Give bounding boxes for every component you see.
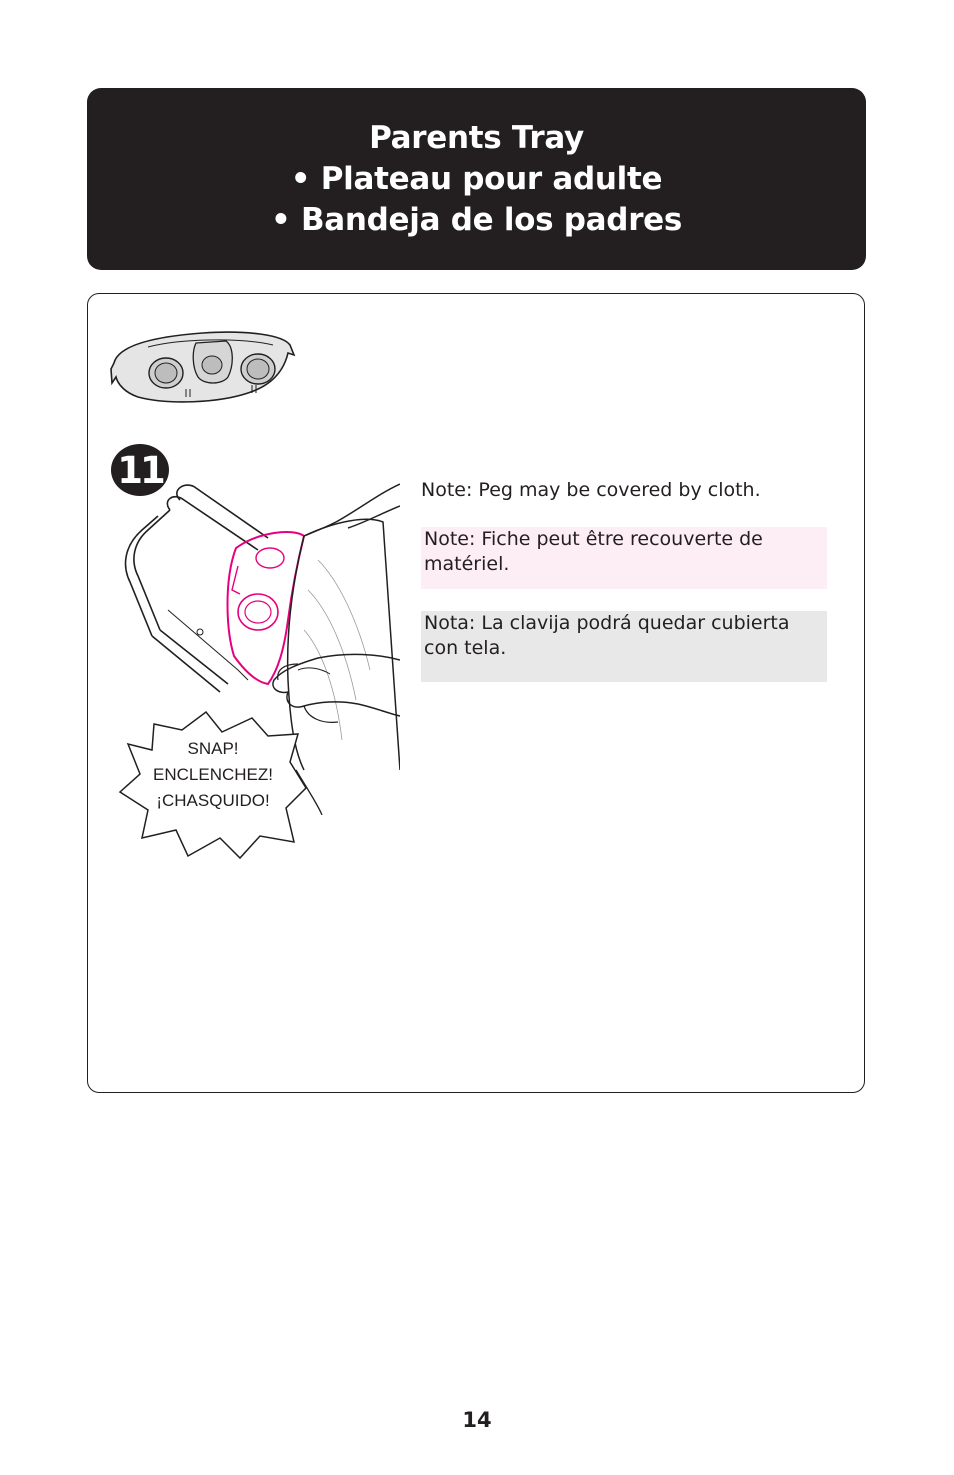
title-spanish: • Bandeja de los padres [270, 201, 683, 238]
snap-callout-text [118, 736, 308, 814]
callout-english: SNAP! [187, 739, 239, 758]
callout-french: ENCLENCHEZ! [153, 765, 273, 784]
note-spanish: Nota: La clavija podrá quedar cubierta con tela. [421, 611, 827, 682]
page-number: 14 [462, 1408, 492, 1432]
note-english: Note: Peg may be covered by cloth. [421, 479, 761, 501]
section-header [87, 88, 866, 270]
title-french: • Plateau pour adulte [290, 160, 663, 197]
note-french: Note: Fiche peut être recouverte de matériel. [421, 527, 827, 589]
callout-spanish: ¡CHASQUIDO! [156, 791, 270, 810]
parents-tray-icon [108, 325, 298, 410]
step-number-badge: 11 [111, 444, 169, 496]
title-english: Parents Tray [369, 119, 584, 156]
